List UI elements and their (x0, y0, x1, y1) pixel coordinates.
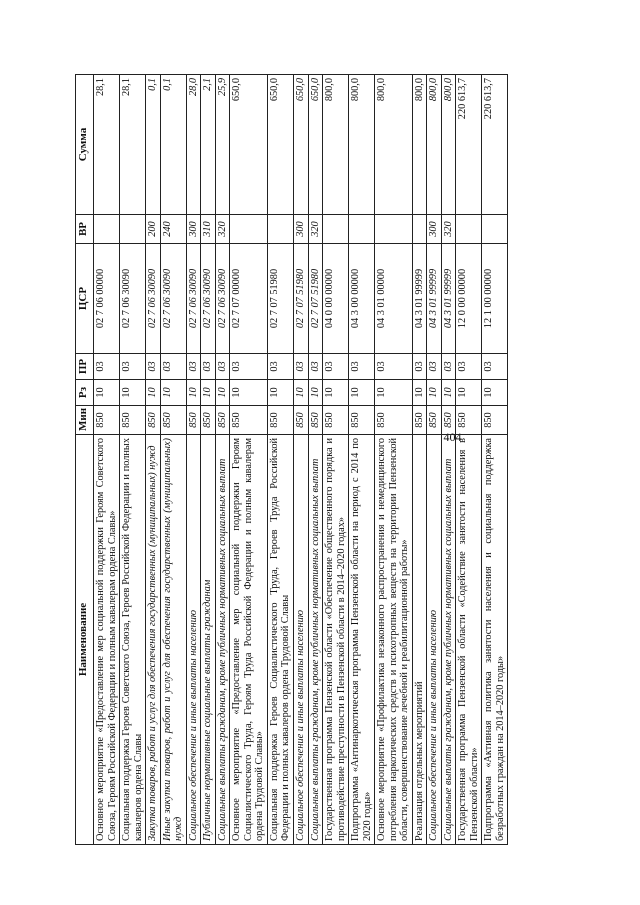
table-row (215, 75, 230, 845)
cell-min: 850 (323, 406, 349, 435)
cell-rz: 10 (267, 380, 293, 406)
cell-sum: 800,0 (349, 75, 375, 215)
cell-rz: 10 (94, 380, 120, 406)
cell-pr: 03 (482, 354, 508, 380)
cell-vr (230, 215, 268, 244)
header-csr: ЦСР (76, 244, 94, 354)
cell-min: 850 (308, 406, 323, 435)
cell-sum: 0,1 (160, 75, 186, 215)
cell-min: 850 (412, 406, 427, 435)
table-row (293, 75, 308, 845)
cell-vr (482, 215, 508, 244)
cell-sum: 800,0 (323, 75, 349, 215)
cell-name: Социальное обеспечение и иные выплаты населению (427, 435, 442, 845)
cell-vr: 300 (186, 215, 201, 244)
cell-sum: 25,9 (215, 75, 230, 215)
cell-name: Государственная программа Пензенской области «Содействие занятости населения в Пензенской области» (456, 435, 482, 845)
budget-table (75, 74, 508, 845)
cell-pr: 03 (267, 354, 293, 380)
cell-sum: 28,0 (186, 75, 201, 215)
table-row (412, 75, 427, 845)
cell-csr: 04 3 00 00000 (349, 244, 375, 354)
cell-sum: 0,1 (146, 75, 161, 215)
table-row (160, 75, 186, 845)
table-row (201, 75, 216, 845)
cell-csr: 04 3 01 99999 (441, 244, 456, 354)
cell-rz: 10 (160, 380, 186, 406)
cell-name: Закупка товаров, работ и услуг для обеспечения государственных (муниципальных) нужд (146, 435, 161, 845)
cell-pr: 03 (201, 354, 216, 380)
cell-pr: 03 (456, 354, 482, 380)
cell-pr: 03 (230, 354, 268, 380)
cell-vr (323, 215, 349, 244)
cell-min: 850 (160, 406, 186, 435)
table-row (186, 75, 201, 845)
header-rz: Рз (76, 380, 94, 406)
cell-sum: 220 613,7 (456, 75, 482, 215)
cell-min: 850 (120, 406, 146, 435)
cell-pr: 03 (186, 354, 201, 380)
cell-sum: 650,0 (293, 75, 308, 215)
cell-pr: 03 (308, 354, 323, 380)
cell-vr (456, 215, 482, 244)
cell-sum: 650,0 (230, 75, 268, 215)
cell-name: Социальные выплаты гражданам, кроме публичных нормативных социальных выплат (308, 435, 323, 845)
cell-vr (349, 215, 375, 244)
table-row (427, 75, 442, 845)
table-header-row (76, 75, 94, 845)
cell-min: 850 (456, 406, 482, 435)
cell-name: Основное мероприятие «Предоставление мер социальной поддержки Героям Социалистического Труда, Героям Труда Российской Федерации и полным кавалерам ордена Трудовой Славы» (230, 435, 268, 845)
cell-pr: 03 (427, 354, 442, 380)
cell-csr: 12 1 00 00000 (482, 244, 508, 354)
cell-rz: 10 (293, 380, 308, 406)
cell-csr: 02 7 06 30090 (186, 244, 201, 354)
cell-vr (120, 215, 146, 244)
cell-name: Государственная программа Пензенской области «Обеспечение общественного порядка и противодействие преступности в Пензенской области в 2014–2020 годах» (323, 435, 349, 845)
cell-pr: 03 (215, 354, 230, 380)
cell-csr: 04 3 01 99999 (412, 244, 427, 354)
cell-min: 850 (215, 406, 230, 435)
cell-pr: 03 (412, 354, 427, 380)
cell-pr: 03 (323, 354, 349, 380)
cell-rz: 10 (456, 380, 482, 406)
cell-min: 850 (186, 406, 201, 435)
table-row (230, 75, 268, 845)
cell-vr: 300 (293, 215, 308, 244)
cell-pr: 03 (349, 354, 375, 380)
cell-min: 850 (94, 406, 120, 435)
table-row (308, 75, 323, 845)
cell-rz: 10 (120, 380, 146, 406)
cell-vr: 200 (146, 215, 161, 244)
cell-csr: 02 7 06 30090 (215, 244, 230, 354)
cell-min: 850 (293, 406, 308, 435)
cell-csr: 02 7 06 00000 (94, 244, 120, 354)
cell-sum: 800,0 (427, 75, 442, 215)
header-min: Мин (76, 406, 94, 435)
cell-sum: 220 613,7 (482, 75, 508, 215)
table-row (323, 75, 349, 845)
cell-name: Подпрограмма «Активная политика занятости населения и социальная поддержка безработных граждан на 2014–2020 годы» (482, 435, 508, 845)
cell-name: Социальное обеспечение и иные выплаты населению (186, 435, 201, 845)
cell-vr: 310 (201, 215, 216, 244)
cell-vr: 300 (427, 215, 442, 244)
cell-rz: 10 (349, 380, 375, 406)
rotated-page-content (75, 75, 590, 845)
header-vr: ВР (76, 215, 94, 244)
table-row (349, 75, 375, 845)
cell-sum: 650,0 (267, 75, 293, 215)
cell-rz: 10 (230, 380, 268, 406)
cell-rz: 10 (186, 380, 201, 406)
cell-sum: 28,1 (120, 75, 146, 215)
cell-name: Социальная поддержка Героев Советского Союза, Героев Российской Федерации и полных кавалеров ордена Славы (120, 435, 146, 845)
header-name: Наименование (76, 435, 94, 845)
cell-name: Публичные нормативные социальные выплаты гражданам (201, 435, 216, 845)
cell-vr (94, 215, 120, 244)
cell-csr: 04 0 00 00000 (323, 244, 349, 354)
cell-name: Социальные выплаты гражданам, кроме публичных нормативных социальных выплат (215, 435, 230, 845)
cell-min: 850 (482, 406, 508, 435)
cell-vr: 320 (441, 215, 456, 244)
cell-sum: 28,1 (94, 75, 120, 215)
cell-vr (412, 215, 427, 244)
cell-rz: 10 (201, 380, 216, 406)
cell-min: 850 (146, 406, 161, 435)
header-pr: ПР (76, 354, 94, 380)
cell-vr: 240 (160, 215, 186, 244)
cell-csr: 02 7 07 51980 (308, 244, 323, 354)
cell-rz: 10 (146, 380, 161, 406)
cell-min: 850 (375, 406, 413, 435)
cell-rz: 10 (215, 380, 230, 406)
page-number: 404 (443, 430, 462, 444)
cell-vr (267, 215, 293, 244)
cell-csr: 04 3 01 00000 (375, 244, 413, 354)
cell-pr: 03 (120, 354, 146, 380)
cell-pr: 03 (375, 354, 413, 380)
cell-vr: 320 (215, 215, 230, 244)
cell-csr: 02 7 06 30090 (201, 244, 216, 354)
cell-pr: 03 (94, 354, 120, 380)
cell-rz: 10 (482, 380, 508, 406)
cell-min: 850 (441, 406, 456, 435)
table-row (146, 75, 161, 845)
cell-csr: 02 7 06 30090 (160, 244, 186, 354)
cell-pr: 03 (441, 354, 456, 380)
table-row (267, 75, 293, 845)
cell-csr: 12 0 00 00000 (456, 244, 482, 354)
cell-rz: 10 (441, 380, 456, 406)
cell-rz: 10 (412, 380, 427, 406)
cell-min: 850 (230, 406, 268, 435)
cell-name: Реализация отдельных мероприятий (412, 435, 427, 845)
header-sum: Сумма (76, 75, 94, 215)
cell-min: 850 (267, 406, 293, 435)
cell-sum: 2,1 (201, 75, 216, 215)
cell-rz: 10 (323, 380, 349, 406)
cell-name: Основное мероприятие «Предоставление мер социальной поддержки Героям Советского Союза, Героям Российской Федерации и полным кавалерам ордена Славы» (94, 435, 120, 845)
cell-min: 850 (427, 406, 442, 435)
cell-name: Основное мероприятие «Профилактика незаконного распространения и немедицинского потребления наркотических средств и психотропных веществ на территории Пензенской области, совершенствование лечебной и реабилитационной работы» (375, 435, 413, 845)
cell-csr: 02 7 07 00000 (230, 244, 268, 354)
cell-vr: 320 (308, 215, 323, 244)
cell-csr: 04 3 01 99999 (427, 244, 442, 354)
cell-sum: 800,0 (441, 75, 456, 215)
cell-name: Подпрограмма «Антинаркотическая программа Пензенской области на период с 2014 по 2020 годы» (349, 435, 375, 845)
table-row (456, 75, 482, 845)
table-row (441, 75, 456, 845)
cell-csr: 02 7 07 51980 (267, 244, 293, 354)
table-row (120, 75, 146, 845)
cell-name: Иные закупки товаров, работ и услуг для обеспечения государственных (муниципальных) нужд (160, 435, 186, 845)
cell-sum: 650,0 (308, 75, 323, 215)
cell-name: Социальные выплаты гражданам, кроме публичных нормативных социальных выплат (441, 435, 456, 845)
cell-rz: 10 (427, 380, 442, 406)
cell-name: Социальное обеспечение и иные выплаты населению (293, 435, 308, 845)
cell-sum: 800,0 (375, 75, 413, 215)
cell-sum: 800,0 (412, 75, 427, 215)
table-row (482, 75, 508, 845)
cell-min: 850 (349, 406, 375, 435)
cell-rz: 10 (375, 380, 413, 406)
cell-rz: 10 (308, 380, 323, 406)
cell-pr: 03 (160, 354, 186, 380)
table-row (375, 75, 413, 845)
cell-csr: 02 7 06 30090 (120, 244, 146, 354)
cell-name: Социальная поддержка Героев Социалистического Труда, Героев Труда Российской Федерации и полных кавалеров ордена Трудовой Славы (267, 435, 293, 845)
cell-pr: 03 (146, 354, 161, 380)
cell-min: 850 (201, 406, 216, 435)
cell-csr: 02 7 07 51980 (293, 244, 308, 354)
cell-csr: 02 7 06 30090 (146, 244, 161, 354)
table-body (94, 75, 508, 845)
cell-vr (375, 215, 413, 244)
cell-pr: 03 (293, 354, 308, 380)
table-row (94, 75, 120, 845)
